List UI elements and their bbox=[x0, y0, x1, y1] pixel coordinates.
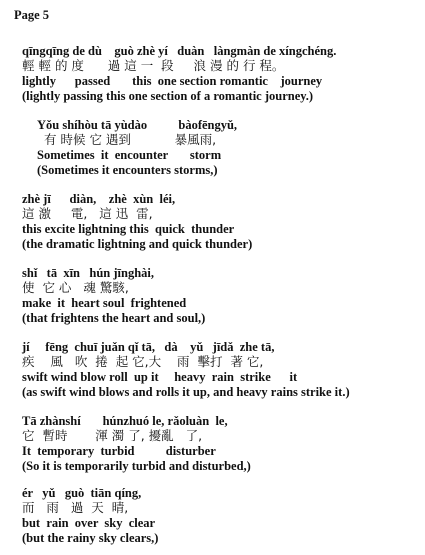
gloss-line: It temporary turbid disturber bbox=[22, 444, 216, 458]
translation-line: (lightly passing this one section of a romantic journey.) bbox=[22, 89, 314, 103]
translation-line: (as swift wind blows and rolls it up, and heavy rains strike it.) bbox=[22, 385, 350, 399]
gloss-line: this excite lightning this quick thunder bbox=[22, 222, 235, 236]
translation-line: (So it is temporarily turbid and disturbed,) bbox=[22, 459, 251, 473]
gloss-line: swift wind blow roll up it heavy rain strike it bbox=[22, 370, 298, 384]
gloss-line: Sometimes it encounter storm bbox=[37, 148, 222, 162]
gloss-line: lightly passed this one section romantic journey bbox=[22, 74, 323, 88]
pinyin-line: Yǒu shíhòu tā yùdào bàofēngyǔ, bbox=[37, 118, 238, 132]
translation-line: (Sometimes it encounters storms,) bbox=[37, 163, 218, 177]
hanzi-line: 輕 輕 的 度 過 這 一 段 浪 漫 的 行 程。 bbox=[22, 58, 285, 73]
pinyin-line: qīngqīng de dù guò zhè yí duàn làngmàn de xíngchéng. bbox=[22, 44, 337, 58]
hanzi-line: 使 它 心 魂 驚駭, bbox=[22, 280, 129, 295]
pinyin-line: zhè jī diàn, zhè xùn léi, bbox=[22, 192, 176, 206]
translation-line: (the dramatic lightning and quick thunder) bbox=[22, 237, 253, 251]
pinyin-line: ér yǔ guò tiān qíng, bbox=[22, 486, 142, 500]
hanzi-line: 有 時候 它 遇到 暴風雨, bbox=[44, 132, 217, 147]
hanzi-line: 而 雨 過 天 晴, bbox=[22, 500, 129, 515]
hanzi-line: 它 暫時 渾 濁 了, 擾亂 了, bbox=[22, 428, 203, 443]
gloss-line: make it heart soul frightened bbox=[22, 296, 187, 310]
pinyin-line: shǐ tā xīn hún jīnghài, bbox=[22, 266, 154, 280]
translation-line: (that frightens the heart and soul,) bbox=[22, 311, 206, 325]
hanzi-line: 疾 風 吹 捲 起 它,大 雨 擊打 著 它, bbox=[22, 354, 264, 369]
page-number: Page 5 bbox=[14, 8, 50, 22]
gloss-line: but rain over sky clear bbox=[22, 516, 156, 530]
hanzi-line: 這 激 電, 這 迅 雷, bbox=[22, 206, 153, 221]
pinyin-line: Tā zhànshí húnzhuó le, rǎoluàn le, bbox=[22, 414, 228, 428]
pinyin-line: jí fēng chuī juǎn qǐ tā, dà yǔ jīdǎ zhe tā, bbox=[22, 340, 275, 354]
translation-line: (but the rainy sky clears,) bbox=[22, 531, 159, 545]
